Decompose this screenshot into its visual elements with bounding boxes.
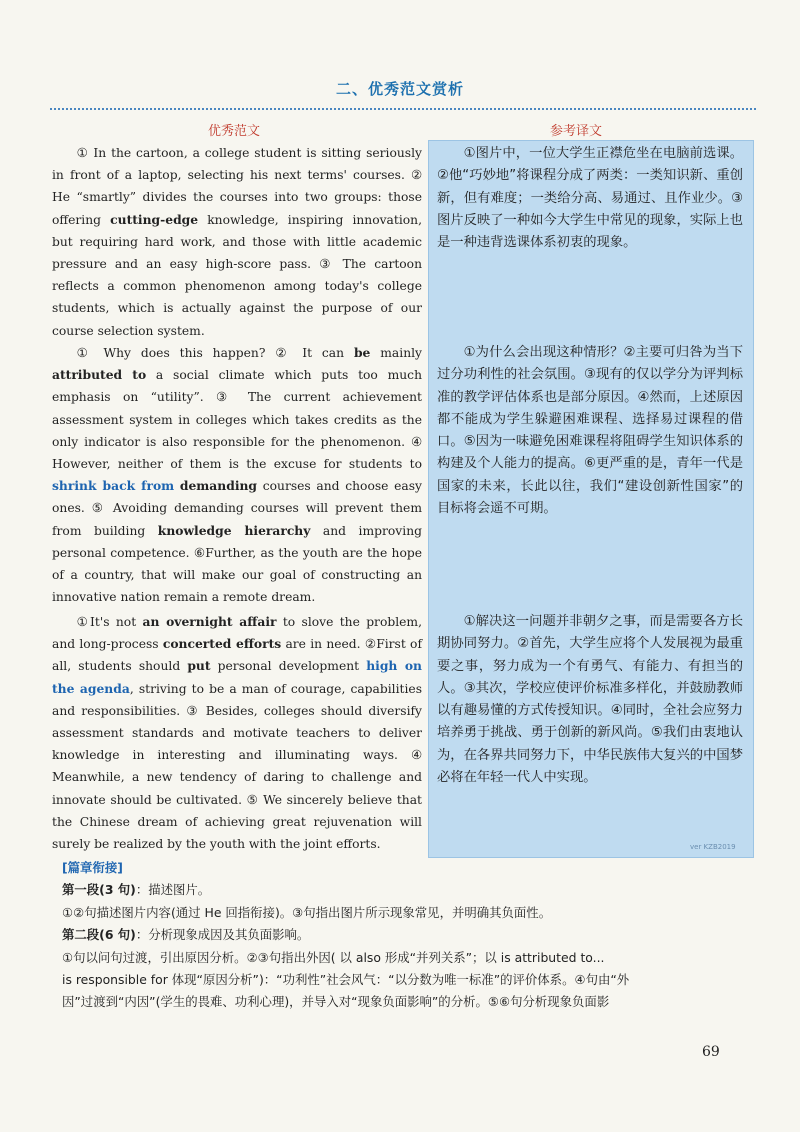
cohesion-analysis bbox=[62, 857, 756, 1014]
analysis-line-6: 因”过渡到“内因”(学生的畏难、功利心理)，并导入对“现象负面影响”的分析。⑤⑥句分析现象负面影 bbox=[62, 994, 610, 1010]
english-paragraph-1: ① In the cartoon, a college student is sitting seriously in front of a laptop, selecting his next terms' courses. ② He “smartly” divides the courses into two groups: those offering cutting-edge knowledge, inspiring innovation, but requiring hard work, and those with little academic pressure and an easy high-score pass. ③ The cartoon reflects a common phenomenon among today's college students, which is actually against the purpose of our course selection system. bbox=[52, 146, 422, 338]
analysis-line-1: 第一段(3 句)：描述图片。 bbox=[62, 882, 211, 898]
english-paragraph-3: ①It's not an overnight affair to slove the problem, and long-process concerted efforts are in need. ②First of all, students should put personal development high on the agenda, striving to be a man of courage, capabilities and responsibilities. ③ Besides, colleges should diversify assessment standards and motivate teachers to deliver knowledge in interesting and illuminating ways. ④ Meanwhile, a new tendency of daring to challenge and innovate should be cultivated. ⑤ We sincerely believe that the Chinese dream of achieving great rejuvenation will surely be realized by the youth with the joint efforts. bbox=[52, 614, 423, 852]
watermark: ver KZB2019 bbox=[690, 843, 736, 851]
left-column-header: 优秀范文 bbox=[208, 124, 261, 139]
analysis-line-4: ①句以问句过渡，引出原因分析。②③句指出外因( 以 also 形成“并列关系”；以 is attributed to... bbox=[62, 949, 605, 965]
analysis-line-3: 第二段(6 句)：分析现象成因及其负面影响。 bbox=[62, 927, 310, 943]
analysis-line-5: is responsible for 体现“原因分析”)：“功利性”社会风气：“以分数为唯一标准”的评价体系。④句由“外 bbox=[62, 972, 630, 988]
chinese-paragraph-3: ①解决这一问题并非朝夕之事，而是需要各方长期协同努力。②首先，大学生应将个人发展视为最重要之事，努力成为一个有勇气、有能力、有担当的人。③其次，学校应使评价标准多样化，并鼓励教师以有趣易懂的方式传授知识。④同时，全社会应努力培养勇于挑战、勇于创新的新风尚。⑤我们由衷地认为，在各界共同努力下，中华民族伟大复兴的中国梦必将在年轻一代人中实现。 bbox=[437, 614, 743, 786]
section-title: 二、优秀范文赏析 bbox=[335, 80, 464, 98]
page-number: 69 bbox=[702, 1044, 720, 1060]
cohesion-label: [篇章衔接] bbox=[62, 860, 123, 875]
analysis-line-2: ①②句描述图片内容(通过 He 回指衔接)。③句指出图片所示现象常见，并明确其负面性。 bbox=[62, 904, 552, 920]
chinese-paragraph-1: ①图片中，一位大学生正襟危坐在电脑前选课。②他“巧妙地”将课程分成了两类：一类知识新、重创新，但有难度；一类给分高、易通过、且作业少。③图片反映了一种如今大学生中常见的现象，实际上也是一种违背选课体系初衷的现象。 bbox=[437, 146, 743, 251]
chinese-paragraph-2: ①为什么会出现这种情形？②主要可归咎为当下过分功利性的社会氛围。③现有的仅以学分为评判标准的教学评估体系也是部分原因。④然而，上述原因都不能成为学生躲避困难课程、选择易过课程的借口。⑤因为一味避免困难课程将阻碍学生知识体系的构建及个人能力的提高。⑥更严重的是，青年一代是国家的未来，长此以往，我们“建设创新性国家”的目标将会遥不可期。 bbox=[437, 345, 743, 517]
dotted-divider bbox=[50, 108, 756, 110]
english-paragraph-2: ① Why does this happen? ② It can be mainly attributed to a social climate which puts too much emphasis on “utility”. ③ The current achievement assessment system in colleges which takes credits as the only indicator is also responsible for the phenomenon. ④ However, neither of them is the excuse for students to shrink back from demanding courses and choose easy ones. ⑤ Avoiding demanding courses will prevent them from building knowledge hierarchy and improving personal competence. ⑥Further, as the youth are the hope of a country, that will make our goal of constructing an innovative nation remain a remote dream. bbox=[52, 345, 422, 605]
right-column-header: 参考译文 bbox=[550, 124, 603, 139]
